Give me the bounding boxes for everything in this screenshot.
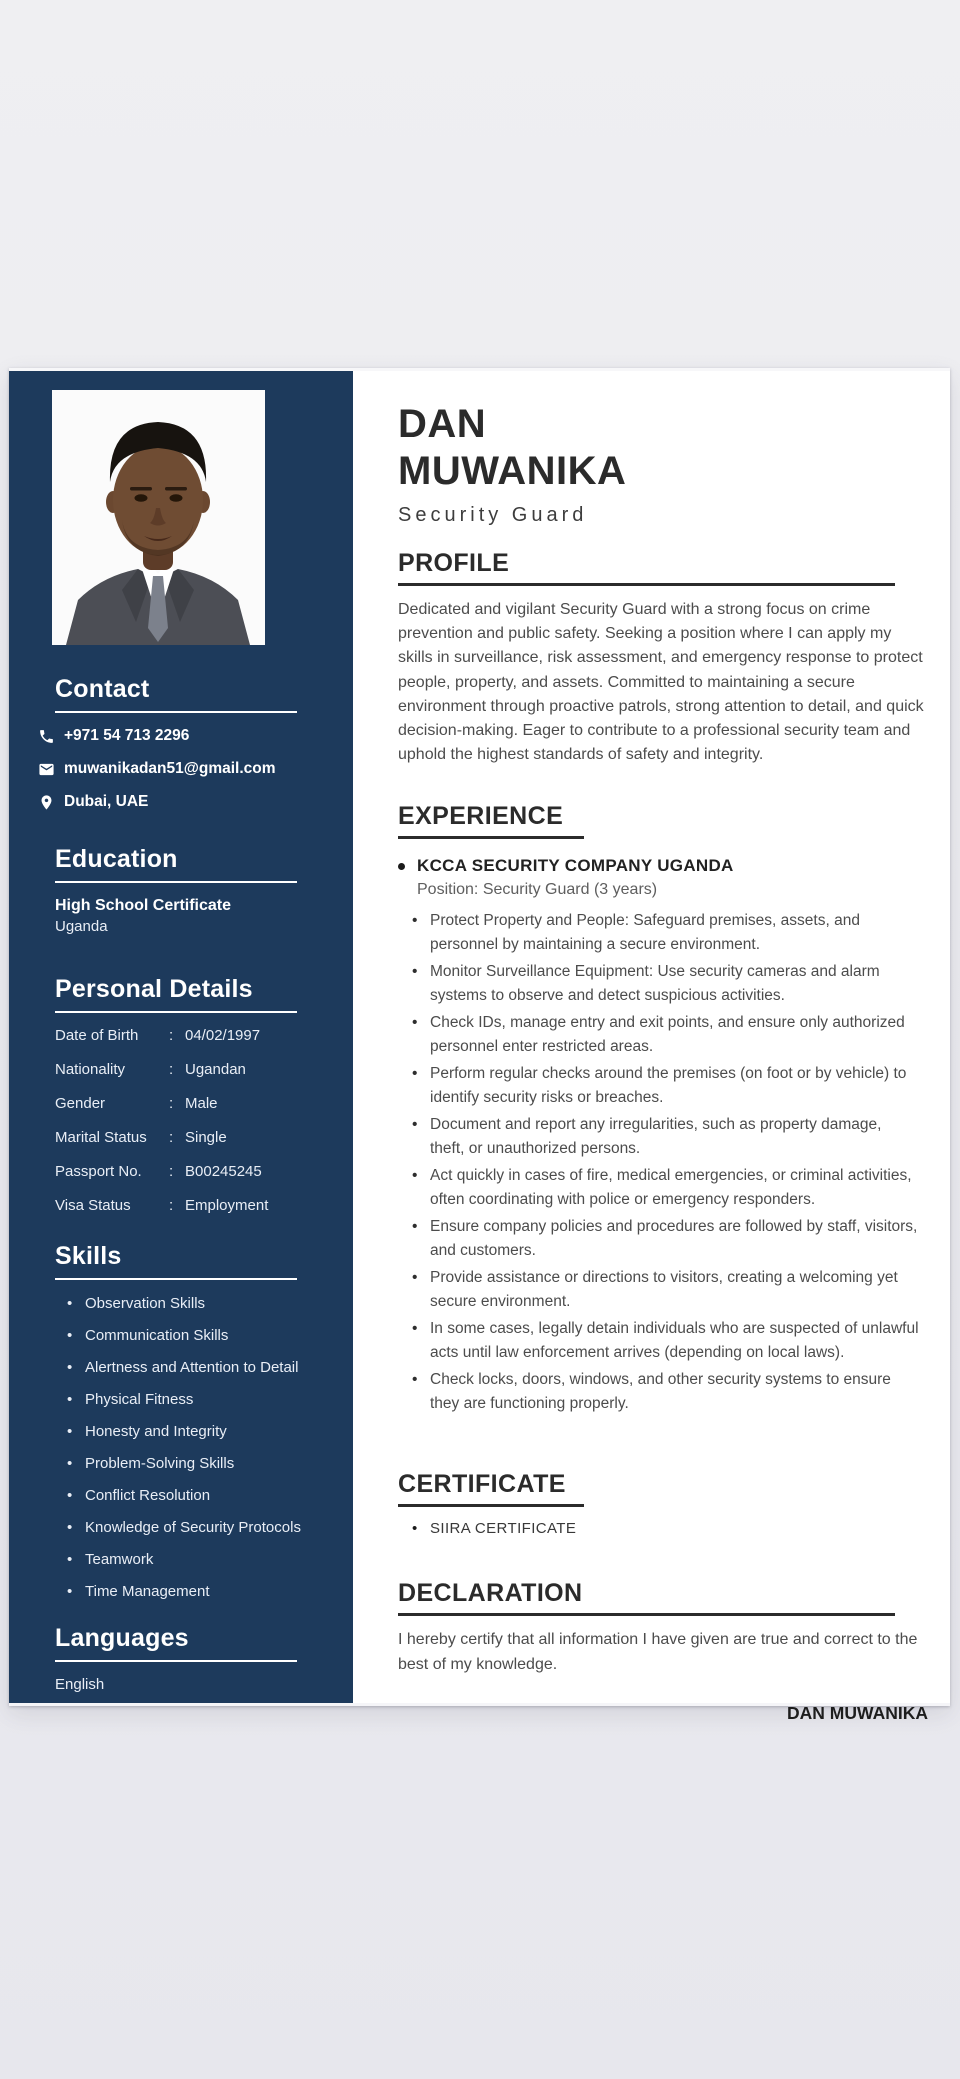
detail-label: Passport No. — [55, 1163, 142, 1180]
detail-colon: : — [169, 1129, 174, 1146]
detail-label: Date of Birth — [55, 1027, 139, 1044]
skill-item: • Problem-Solving Skills — [55, 1455, 329, 1472]
education-qualification: High School Certificate — [55, 897, 232, 914]
detail-colon: : — [169, 1197, 174, 1214]
profile-section — [398, 549, 928, 767]
experience-bullet-list — [412, 909, 928, 1416]
phone-icon — [38, 728, 55, 745]
sidebar — [9, 371, 353, 1703]
skill-item: • Teamwork — [55, 1551, 329, 1568]
detail-label: Nationality — [55, 1061, 126, 1078]
experience-company-row — [398, 856, 928, 876]
detail-colon: : — [169, 1095, 174, 1112]
contact-item-email — [38, 760, 329, 778]
detail-colon: : — [169, 1163, 174, 1180]
profile-photo-illustration — [52, 390, 265, 645]
experience-bullet: • Check locks, doors, windows, and other security systems to ensure they are functioning properly. — [412, 1368, 920, 1416]
detail-label: Marital Status — [55, 1129, 147, 1146]
experience-bullet: • Act quickly in cases of fire, medical emergencies, or criminal activities, often coordinating with police or emergency responders. — [412, 1164, 920, 1212]
resume-page — [9, 368, 950, 1723]
personal-detail-row — [55, 1027, 329, 1044]
person-name: DAN MUWANIKA — [398, 402, 627, 493]
personal-detail-row — [55, 1095, 329, 1112]
languages-section — [55, 1624, 329, 1693]
skill-item: • Communication Skills — [55, 1327, 329, 1344]
personal-details-section — [55, 975, 329, 1214]
certificate-section — [398, 1470, 928, 1537]
experience-bullet: • Provide assistance or directions to visitors, creating a welcoming yet secure environment. — [412, 1266, 920, 1314]
certificate-item: • SIIRA CERTIFICATE — [412, 1520, 928, 1537]
detail-value: B00245245 — [185, 1163, 262, 1180]
contact-list — [38, 727, 329, 811]
declaration-heading: DECLARATION — [398, 1579, 895, 1616]
location-icon — [38, 794, 55, 811]
detail-label: Gender — [55, 1095, 106, 1112]
contact-phone-text: +971 54 713 2296 — [64, 727, 190, 744]
experience-section — [398, 802, 928, 1416]
detail-value: Male — [185, 1095, 218, 1112]
profile-heading: PROFILE — [398, 549, 895, 586]
skill-item: • Honesty and Integrity — [55, 1423, 329, 1440]
personal-detail-row — [55, 1129, 329, 1146]
contact-heading: Contact — [55, 675, 297, 713]
skill-item: • Physical Fitness — [55, 1391, 329, 1408]
contact-item-location — [38, 793, 329, 811]
detail-colon: : — [169, 1061, 174, 1078]
certificate-heading: CERTIFICATE — [398, 1470, 584, 1507]
education-location: Uganda — [55, 918, 108, 935]
detail-value: Employment — [185, 1197, 269, 1214]
skills-list — [55, 1295, 329, 1600]
language-item: English — [55, 1676, 105, 1693]
skill-item: • Alertness and Attention to Detail — [55, 1359, 329, 1376]
experience-heading: EXPERIENCE — [398, 802, 584, 839]
experience-bullet: • Check IDs, manage entry and exit points, and ensure only authorized personnel enter restricted areas. — [412, 1011, 920, 1059]
company-name: KCCA SECURITY COMPANY UGANDA — [417, 856, 734, 876]
detail-label: Visa Status — [55, 1197, 131, 1214]
experience-bullet: • In some cases, legally detain individuals who are suspected of unlawful acts until law enforcement arrives (depending on local laws). — [412, 1317, 920, 1365]
education-heading: Education — [55, 845, 297, 883]
skill-item: • Knowledge of Security Protocols — [55, 1519, 329, 1536]
email-icon — [38, 761, 55, 778]
detail-colon: : — [169, 1027, 174, 1044]
personal-details-rows — [55, 1027, 329, 1214]
experience-bullet: • Ensure company policies and procedures are followed by staff, visitors, and customers. — [412, 1215, 920, 1263]
contact-location-text: Dubai, UAE — [64, 793, 149, 810]
skills-heading: Skills — [55, 1242, 297, 1280]
skill-item: • Observation Skills — [55, 1295, 329, 1312]
declaration-section — [398, 1579, 928, 1723]
bullet-dot-icon — [398, 863, 405, 870]
experience-bullet: • Monitor Surveillance Equipment: Use security cameras and alarm systems to observe and detect suspicious activities. — [412, 960, 920, 1008]
certificate-list — [412, 1520, 928, 1537]
education-section — [55, 845, 329, 935]
skill-item: • Conflict Resolution — [55, 1487, 329, 1504]
contact-email-text: muwanikadan51@gmail.com — [64, 760, 276, 777]
skills-section — [55, 1242, 329, 1600]
detail-value: Single — [185, 1129, 227, 1146]
languages-heading: Languages — [55, 1624, 297, 1662]
job-title: Security Guard — [398, 504, 588, 526]
personal-details-heading: Personal Details — [55, 975, 297, 1013]
experience-bullet: • Protect Property and People: Safeguard premises, assets, and personnel by maintaining a secure environment. — [412, 909, 920, 957]
declaration-text: I hereby certify that all information I have given are true and correct to the best of my knowledge. — [398, 1631, 918, 1673]
profile-text: Dedicated and vigilant Security Guard with a strong focus on crime prevention and public safety. Seeking a position where I can apply my skills in surveillance, risk assessment, and emergency response to protect people, property, and assets. Committed to maintaining a secure environment through proactive patrols, strong attention to detail, and quick decision-making. Eager to contribute to a professional security team and uphold the highest standards of safety and integrity. — [398, 601, 924, 764]
personal-detail-row — [55, 1061, 329, 1078]
personal-detail-row — [55, 1163, 329, 1180]
contact-section — [55, 675, 329, 811]
skill-item: • Time Management — [55, 1583, 329, 1600]
experience-bullet: • Document and report any irregularities, such as property damage, theft, or unauthorized persons. — [412, 1113, 920, 1161]
main-content — [353, 371, 950, 1723]
detail-value: 04/02/1997 — [185, 1027, 261, 1044]
experience-bullet: • Perform regular checks around the premises (on foot or by vehicle) to identify security risks or breaches. — [412, 1062, 920, 1110]
contact-item-phone — [38, 727, 329, 745]
detail-value: Ugandan — [185, 1061, 246, 1078]
signature-name: DAN MUWANIKA — [787, 1702, 928, 1723]
personal-detail-row — [55, 1197, 329, 1214]
position-line: Position: Security Guard (3 years) — [417, 881, 658, 899]
profile-photo — [52, 390, 265, 645]
